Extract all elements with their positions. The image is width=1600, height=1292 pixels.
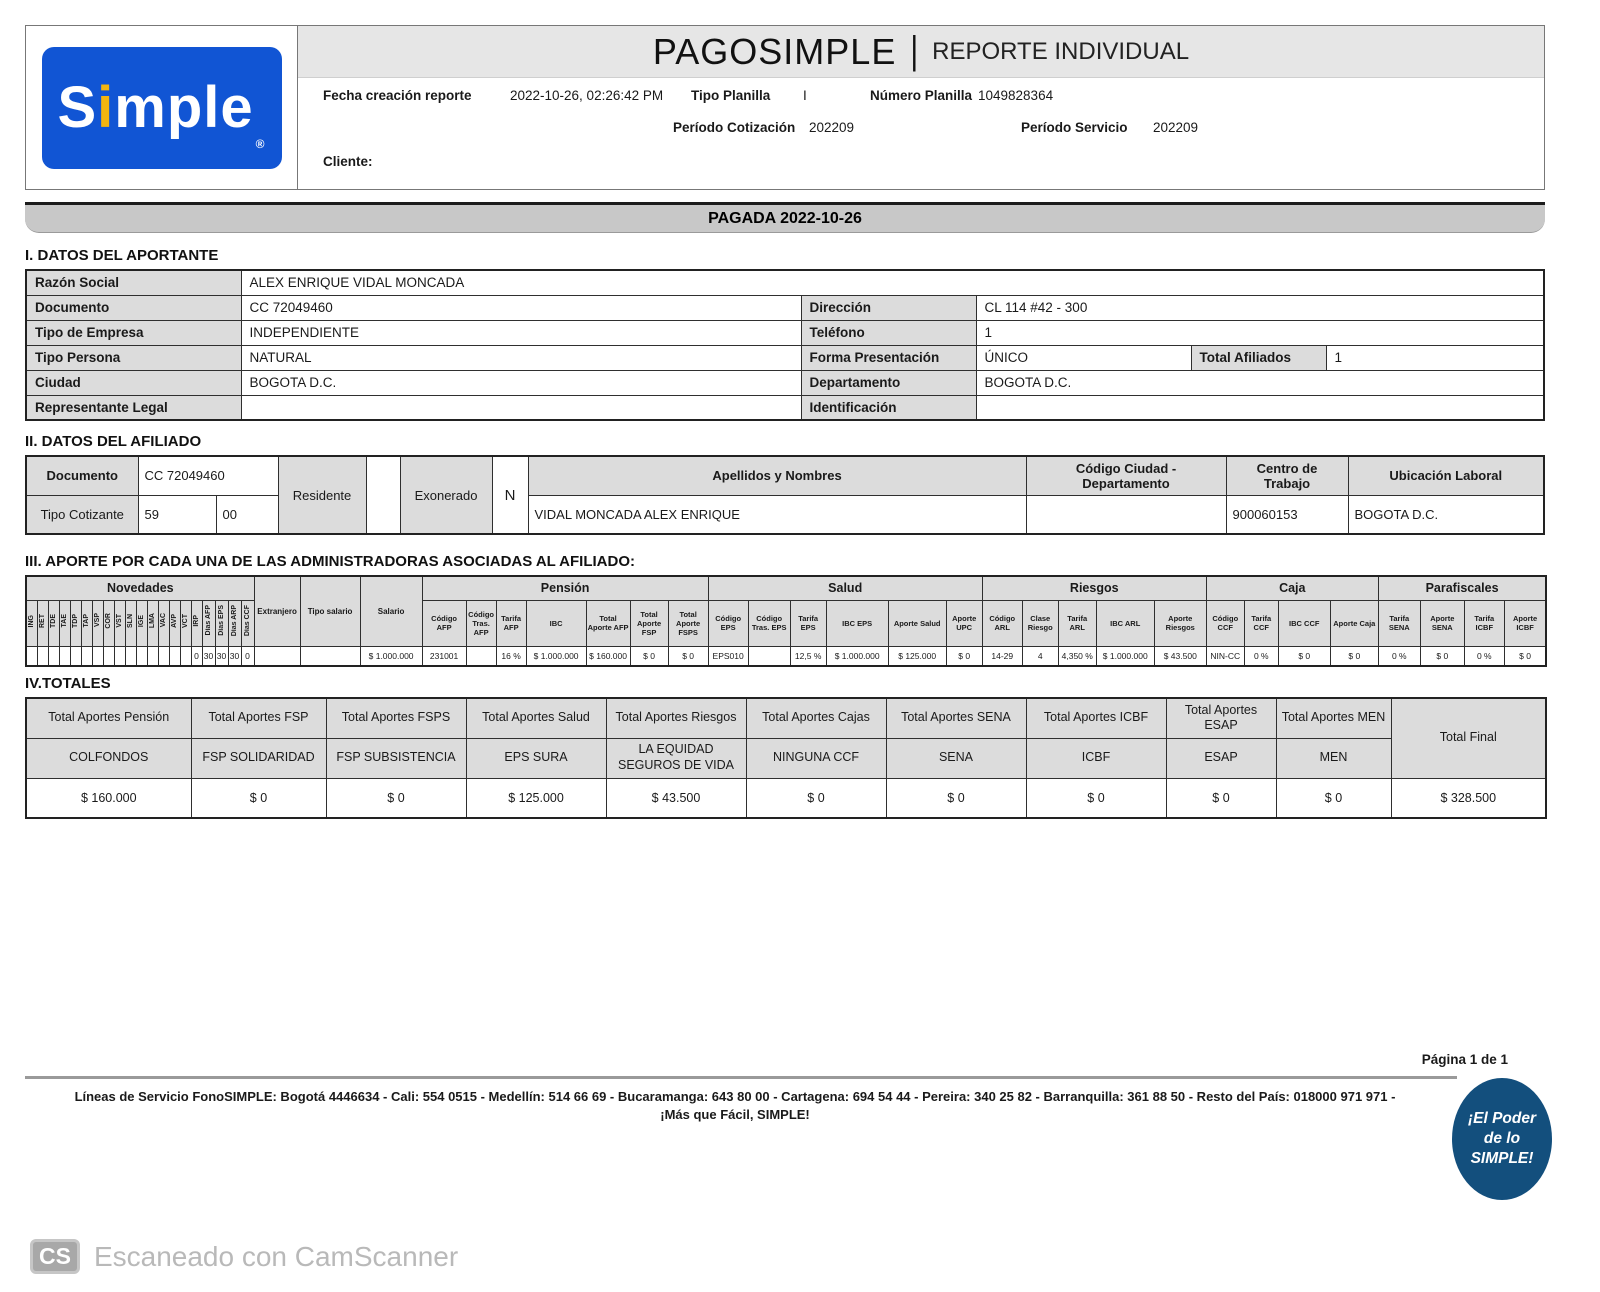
- title-separator: |: [910, 29, 919, 73]
- section2-title: II. DATOS DEL AFILIADO: [25, 433, 202, 450]
- total-value: $ 160.000: [26, 778, 191, 818]
- tipo-persona-value: NATURAL: [241, 345, 801, 370]
- cell-value: $ 43.500: [1154, 646, 1206, 666]
- cell-value: 4: [1022, 646, 1058, 666]
- novedad-column-header: [241, 600, 254, 646]
- novedad-column-header: [136, 600, 147, 646]
- cell-value: $ 125.000: [888, 646, 946, 666]
- identificacion-value: [976, 395, 1544, 420]
- ciudad-value: BOGOTA D.C.: [241, 370, 801, 395]
- footer-divider: [25, 1076, 1457, 1079]
- total-header: Total Aportes Salud: [466, 698, 606, 738]
- column-header: Total Aporte FSPS: [668, 600, 708, 646]
- novedad-column-header-label: IGE: [138, 614, 145, 627]
- datos-aportante-table: [25, 269, 1545, 421]
- tipo-empresa-value: INDEPENDIENTE: [241, 320, 801, 345]
- novedad-value: [169, 646, 180, 666]
- direccion-label: Dirección: [801, 295, 976, 320]
- novedad-column-header-label: Días CCF: [244, 604, 252, 637]
- column-header: Código CCF: [1206, 600, 1244, 646]
- novedad-value: [59, 646, 70, 666]
- total-header: Total Aportes Pensión: [26, 698, 191, 738]
- column-header: Total Aporte FSP: [630, 600, 668, 646]
- residente-label: Residente: [278, 456, 366, 534]
- column-header: Aporte Salud: [888, 600, 946, 646]
- section4-title: IV.TOTALES: [25, 675, 111, 692]
- novedades-group-header: Novedades: [26, 576, 254, 600]
- total-value: $ 0: [1166, 778, 1276, 818]
- novedad-column-header: [125, 600, 136, 646]
- novedad-column-header-label: TDP: [72, 613, 79, 628]
- total-header: Total Aportes MEN: [1276, 698, 1391, 738]
- column-header: Tarifa CCF: [1244, 600, 1278, 646]
- cell-value: 231001: [422, 646, 466, 666]
- entity-name: COLFONDOS: [26, 738, 191, 778]
- fecha-creacion-value: 2022-10-26, 02:26:42 PM: [510, 88, 664, 103]
- cell-value: $ 1.000.000: [1096, 646, 1154, 666]
- novedad-column-header-label: VSP: [94, 613, 101, 628]
- entity-name: EPS SURA: [466, 738, 606, 778]
- total-header: Total Aportes Riesgos: [606, 698, 746, 738]
- novedad-column-header: [180, 600, 191, 646]
- column-header: Tarifa AFP: [496, 600, 526, 646]
- column-header: Tarifa EPS: [790, 600, 826, 646]
- column-header-1: Tipo salario: [300, 576, 360, 646]
- cell-value: 14-29: [982, 646, 1022, 666]
- total-value: $ 0: [746, 778, 886, 818]
- novedad-column-header: [158, 600, 169, 646]
- logo-text: S: [57, 75, 98, 140]
- novedad-column-header: [26, 600, 37, 646]
- total-header: Total Aportes ICBF: [1026, 698, 1166, 738]
- novedad-column-header: [114, 600, 125, 646]
- column-header: Código ARL: [982, 600, 1022, 646]
- total-value: $ 125.000: [466, 778, 606, 818]
- periodo-servicio-value: 202209: [1153, 120, 1199, 135]
- tipo-planilla-label: Tipo Planilla: [691, 88, 771, 103]
- tipo-cotizante-label: Tipo Cotizante: [26, 495, 138, 534]
- novedad-value: [125, 646, 136, 666]
- cell-value: [466, 646, 496, 666]
- departamento-label: Departamento: [801, 370, 976, 395]
- camscanner-text: Escaneado con CamScanner: [93, 1240, 459, 1272]
- header-right: [298, 26, 1544, 189]
- novedad-column-header-label: Días EPS: [218, 605, 225, 636]
- cell-value: 0 %: [1464, 646, 1504, 666]
- cell-value: $ 0: [1278, 646, 1330, 666]
- direccion-value: CL 114 #42 - 300: [976, 295, 1544, 320]
- novedad-value: [136, 646, 147, 666]
- service-line1: Líneas de Servicio FonoSIMPLE: Bogotá 4446634 - Cali: 554 0515 - Medellín: 514 66 69 - Bucaramanga: 643 80 00 - Cartagena: 694 54 44 - Pereira: 340 25 82 - Barranquilla: 361 88 50 - Resto del País: 018000 971 971 -: [74, 1089, 1396, 1104]
- total-value: $ 0: [1276, 778, 1391, 818]
- column-header: Código EPS: [708, 600, 748, 646]
- column-header-0: Extranjero: [254, 576, 300, 646]
- column-header: Tarifa SENA: [1378, 600, 1420, 646]
- report-header: [25, 25, 1545, 190]
- novedad-column-header-label: Días ARP: [231, 604, 238, 637]
- page-number: Página 1 de 1: [1421, 1052, 1508, 1067]
- column-header: Clase Riesgo: [1022, 600, 1058, 646]
- total-value: $ 43.500: [606, 778, 746, 818]
- codigo-ciudad-value: [1026, 495, 1226, 534]
- novedad-value: [26, 646, 37, 666]
- novedad-column-header-label: COR: [105, 612, 112, 629]
- column-header: IBC ARL: [1096, 600, 1154, 646]
- total-header: Total Aportes ESAP: [1166, 698, 1276, 738]
- centro-trabajo-value: 900060153: [1226, 495, 1348, 534]
- group-header-riesgos: Riesgos: [982, 576, 1206, 600]
- cell-value: 0 %: [1378, 646, 1420, 666]
- forma-presentacion-label: Forma Presentación: [801, 345, 976, 370]
- novedad-column-header-label: SLN: [127, 613, 134, 628]
- entity-name: SENA: [886, 738, 1026, 778]
- service-line2: ¡Más que Fácil, SIMPLE!: [660, 1107, 810, 1122]
- column-header: Código Tras. EPS: [748, 600, 790, 646]
- novedad-column-header-label: VAC: [160, 613, 167, 628]
- logo-text-i: i: [97, 75, 115, 140]
- novedad-value: [114, 646, 125, 666]
- novedad-column-header: [202, 600, 215, 646]
- novedad-column-header-label: LMA: [149, 612, 156, 629]
- service-lines: [25, 1088, 1445, 1124]
- column-header: Aporte Caja: [1330, 600, 1378, 646]
- total-afiliados-label: Total Afiliados: [1191, 345, 1326, 370]
- exonerado-label: Exonerado: [400, 456, 492, 534]
- column-header: IBC CCF: [1278, 600, 1330, 646]
- total-final-value: $ 328.500: [1391, 778, 1546, 818]
- novedad-column-header: [147, 600, 158, 646]
- total-value: $ 0: [326, 778, 466, 818]
- novedad-column-header: [59, 600, 70, 646]
- simple-logo: [42, 47, 282, 169]
- cell-value: EPS010: [708, 646, 748, 666]
- cell-value: [300, 646, 360, 666]
- cell-value: $ 1.000.000: [826, 646, 888, 666]
- total-afiliados-value: 1: [1326, 345, 1544, 370]
- novedad-column-header-label: AVP: [171, 613, 178, 628]
- tipo-planilla-value: I: [803, 88, 807, 103]
- afiliado-documento-value: CC 72049460: [138, 456, 278, 495]
- column-header: IBC EPS: [826, 600, 888, 646]
- tipo-cotizante-value: 59: [138, 495, 216, 534]
- tipo-persona-label: Tipo Persona: [26, 345, 241, 370]
- numero-planilla-label: Número Planilla: [870, 88, 973, 103]
- column-header: Aporte Riesgos: [1154, 600, 1206, 646]
- column-header: Total Aporte AFP: [586, 600, 630, 646]
- telefono-label: Teléfono: [801, 320, 976, 345]
- cell-value: $ 0: [946, 646, 982, 666]
- tipo-empresa-label: Tipo de Empresa: [26, 320, 241, 345]
- group-header-caja: Caja: [1206, 576, 1378, 600]
- periodo-cotizacion-value: 202209: [809, 120, 855, 135]
- novedad-column-header: [92, 600, 103, 646]
- cell-value: 12,5 %: [790, 646, 826, 666]
- cell-value: $ 0: [1330, 646, 1378, 666]
- novedad-value: 30: [202, 646, 215, 666]
- telefono-value: 1: [976, 320, 1544, 345]
- column-header: Aporte UPC: [946, 600, 982, 646]
- novedad-value: [103, 646, 114, 666]
- novedad-value: [81, 646, 92, 666]
- departamento-value: BOGOTA D.C.: [976, 370, 1544, 395]
- novedad-column-header: [103, 600, 114, 646]
- cell-value: 4,350 %: [1058, 646, 1096, 666]
- group-header-salud: Salud: [708, 576, 982, 600]
- status-banner: PAGADA 2022-10-26: [25, 202, 1545, 233]
- column-header: Tarifa ARL: [1058, 600, 1096, 646]
- novedad-value: 30: [228, 646, 241, 666]
- column-header-2: Salario: [360, 576, 422, 646]
- cell-value: 16 %: [496, 646, 526, 666]
- centro-trabajo-header: Centro de Trabajo: [1226, 456, 1348, 495]
- cell-value: $ 0: [1504, 646, 1546, 666]
- razon-social-label: Razón Social: [26, 270, 241, 295]
- novedad-column-header-label: VCT: [182, 613, 189, 628]
- camscanner-logo: CS: [30, 1239, 80, 1274]
- novedad-column-header-label: TAP: [83, 613, 90, 628]
- documento-label: Documento: [26, 295, 241, 320]
- column-header: Aporte SENA: [1420, 600, 1464, 646]
- novedad-column-header-label: TDE: [50, 613, 57, 628]
- novedad-value: 0: [191, 646, 202, 666]
- numero-planilla-value: 1049828364: [978, 88, 1054, 103]
- periodo-servicio-label: Período Servicio: [1021, 120, 1128, 135]
- ciudad-label: Ciudad: [26, 370, 241, 395]
- logo-panel: [26, 26, 298, 189]
- novedad-value: [70, 646, 81, 666]
- residente-value: [366, 456, 400, 534]
- total-final-header: Total Final: [1391, 698, 1546, 778]
- total-header: Total Aportes FSP: [191, 698, 326, 738]
- novedad-value: [48, 646, 59, 666]
- novedad-column-header: [169, 600, 180, 646]
- afiliado-documento-label: Documento: [26, 456, 138, 495]
- datos-afiliado-table: [25, 455, 1545, 535]
- entity-name: FSP SUBSISTENCIA: [326, 738, 466, 778]
- title-main: PAGOSIMPLE: [652, 30, 897, 72]
- column-header: Tarifa ICBF: [1464, 600, 1504, 646]
- fecha-creacion-label: Fecha creación reporte: [323, 88, 472, 103]
- report-title: [298, 26, 1544, 78]
- novedad-value: [37, 646, 48, 666]
- badge-line2: de lo SIMPLE!: [1470, 1130, 1534, 1167]
- totales-table: [25, 697, 1547, 819]
- exonerado-value: N: [492, 456, 528, 534]
- cell-value: $ 1.000.000: [360, 646, 422, 666]
- novedad-column-header: [215, 600, 228, 646]
- cell-value: $ 0: [668, 646, 708, 666]
- codigo-ciudad-header: Código Ciudad - Departamento: [1026, 456, 1226, 495]
- cell-value: $ 160.000: [586, 646, 630, 666]
- cell-value: $ 0: [630, 646, 668, 666]
- total-header: Total Aportes Cajas: [746, 698, 886, 738]
- representante-label: Representante Legal: [26, 395, 241, 420]
- badge-line1: ¡El Poder: [1467, 1110, 1537, 1127]
- novedad-value: [180, 646, 191, 666]
- entity-name: ESAP: [1166, 738, 1276, 778]
- group-header-pensión: Pensión: [422, 576, 708, 600]
- report-page: [25, 25, 1545, 819]
- subtipo-cotizante-value: 00: [216, 495, 278, 534]
- cell-value: [748, 646, 790, 666]
- identificacion-label: Identificación: [801, 395, 976, 420]
- cell-value: 0 %: [1244, 646, 1278, 666]
- entity-name: ICBF: [1026, 738, 1166, 778]
- novedad-column-header: [37, 600, 48, 646]
- aportes-table: [25, 575, 1547, 667]
- novedad-column-header-label: Días AFP: [205, 605, 212, 636]
- razon-social-value: ALEX ENRIQUE VIDAL MONCADA: [241, 270, 1544, 295]
- novedad-value: [92, 646, 103, 666]
- ubicacion-value: BOGOTA D.C.: [1348, 495, 1544, 534]
- registered-mark: ®: [255, 136, 266, 151]
- entity-name: NINGUNA CCF: [746, 738, 886, 778]
- novedad-column-header-label: VST: [116, 613, 123, 628]
- entity-name: FSP SOLIDARIDAD: [191, 738, 326, 778]
- novedad-column-header: [81, 600, 92, 646]
- report-meta: [298, 78, 1544, 190]
- group-header-parafiscales: Parafiscales: [1378, 576, 1546, 600]
- documento-value: CC 72049460: [241, 295, 801, 320]
- novedad-value: 0: [241, 646, 254, 666]
- novedad-column-header-label: ING: [28, 614, 36, 627]
- novedad-column-header-label: IRP: [193, 615, 200, 627]
- column-header: IBC: [526, 600, 586, 646]
- total-header: Total Aportes SENA: [886, 698, 1026, 738]
- column-header: Código Tras. AFP: [466, 600, 496, 646]
- cell-value: $ 1.000.000: [526, 646, 586, 666]
- novedad-value: [147, 646, 158, 666]
- representante-value: [241, 395, 801, 420]
- total-header: Total Aportes FSPS: [326, 698, 466, 738]
- novedad-column-header: [191, 600, 202, 646]
- forma-presentacion-value: ÚNICO: [976, 345, 1191, 370]
- novedad-column-header-label: RET: [39, 613, 46, 628]
- title-sub: REPORTE INDIVIDUAL: [932, 37, 1190, 65]
- cell-value: NIN-CC: [1206, 646, 1244, 666]
- total-value: $ 0: [191, 778, 326, 818]
- simple-power-badge: [1452, 1078, 1552, 1200]
- section3-title: III. APORTE POR CADA UNA DE LAS ADMINISTRADORAS ASOCIADAS AL AFILIADO:: [25, 553, 636, 570]
- apellidos-header: Apellidos y Nombres: [528, 456, 1026, 495]
- entity-name: LA EQUIDAD SEGUROS DE VIDA: [606, 738, 746, 778]
- novedad-column-header: [228, 600, 241, 646]
- apellidos-value: VIDAL MONCADA ALEX ENRIQUE: [528, 495, 1026, 534]
- column-header: Código AFP: [422, 600, 466, 646]
- novedad-value: [158, 646, 169, 666]
- section1-title: I. DATOS DEL APORTANTE: [25, 247, 219, 264]
- periodo-cotizacion-label: Período Cotización: [673, 120, 796, 135]
- cell-value: $ 0: [1420, 646, 1464, 666]
- novedad-column-header: [48, 600, 59, 646]
- ubicacion-header: Ubicación Laboral: [1348, 456, 1544, 495]
- novedad-value: 30: [215, 646, 228, 666]
- cliente-label: Cliente:: [323, 154, 373, 169]
- column-header: Aporte ICBF: [1504, 600, 1546, 646]
- cell-value: [254, 646, 300, 666]
- camscanner-watermark: [30, 1239, 458, 1274]
- novedad-column-header-label: TAE: [61, 613, 68, 628]
- novedad-column-header: [70, 600, 81, 646]
- entity-name: MEN: [1276, 738, 1391, 778]
- logo-text: mple: [114, 75, 254, 140]
- total-value: $ 0: [1026, 778, 1166, 818]
- total-value: $ 0: [886, 778, 1026, 818]
